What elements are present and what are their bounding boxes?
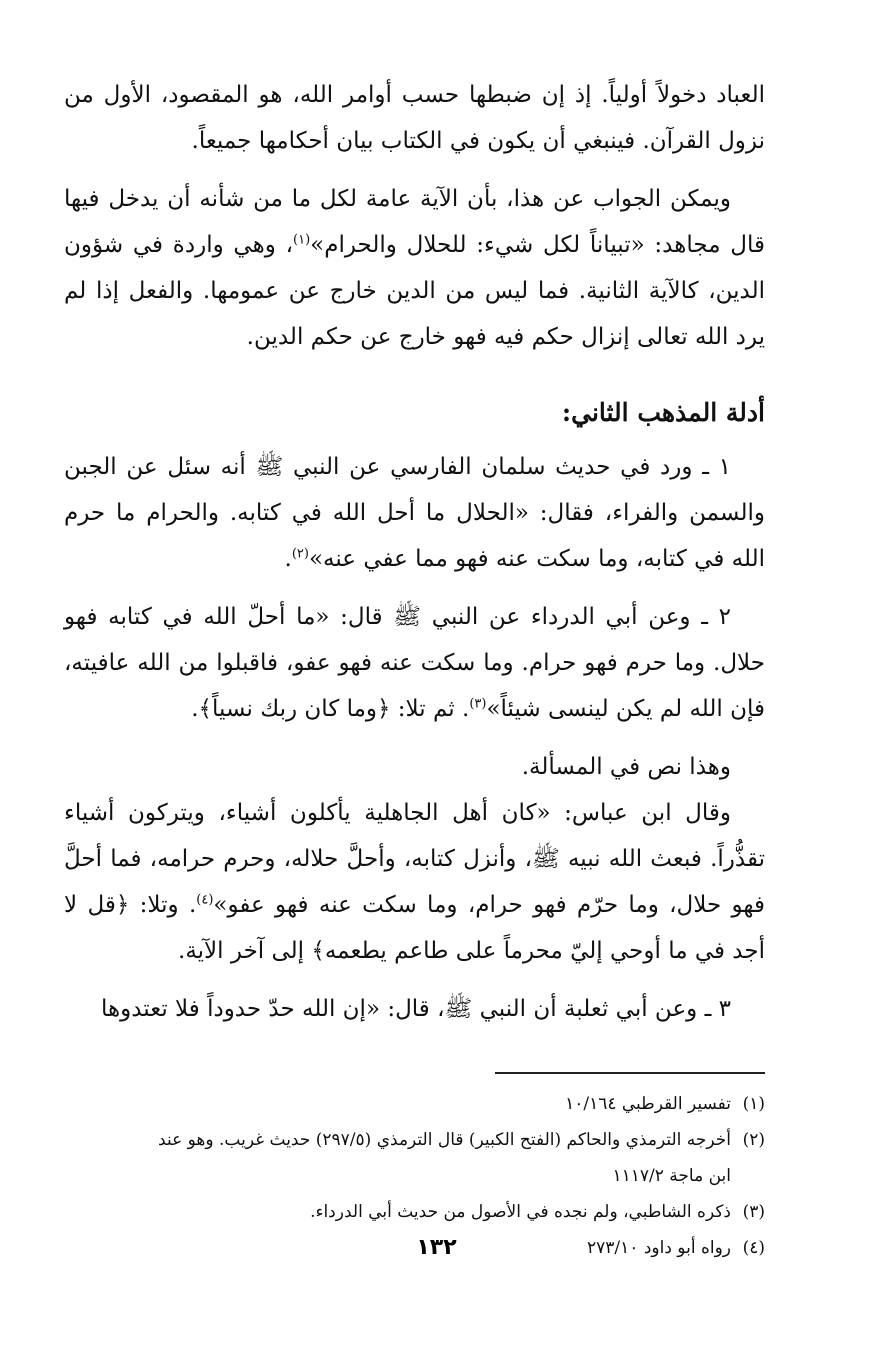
footnote-ref-1[interactable]: (١) xyxy=(293,232,311,248)
footnote-divider xyxy=(495,1072,765,1074)
page-number: ١٣٢ xyxy=(416,1235,457,1260)
evidence-1-text-b: . xyxy=(284,546,292,572)
paragraph-text-claim-text: وهذا نص في المسألة. xyxy=(521,754,731,780)
paragraph-intro-text: العباد دخولاً أولياً. إذ إن ضبطها حسب أوامر الله، هو المقصود، الأول من نزول القرآن. فينبغي أن يكون في الكتاب بيان أحكامها جميعاً. xyxy=(64,82,765,154)
footnote-ref-2[interactable]: (٢) xyxy=(291,546,309,562)
footnote-1-text: تفسير القرطبي ١٠/١٦٤ xyxy=(565,1094,731,1114)
section-heading: أدلة المذهب الثاني: xyxy=(561,398,765,427)
footnote-ref-3[interactable]: (٣) xyxy=(469,696,487,712)
footnote-4-text: رواه أبو داود ٢٧٣/١٠ xyxy=(587,1238,731,1258)
paragraph-answer-text-b: ، وهي واردة في شؤون الدين، كالآية الثانية. فما ليس من الدين خارج عن عمومها. والفعل إذا لم يرد الله تعالى إنزال حكم فيه فهو خارج عن حكم الدين. xyxy=(64,232,765,350)
paragraph-text-claim xyxy=(64,744,765,790)
paragraph-ibn-abbas-text-b: . وتلا: ﴿قل لا أجد في ما أوحي إليّ محرماً على طاعم يطعمه﴾ إلى آخر الآية. xyxy=(64,892,765,964)
paragraph-answer xyxy=(64,176,765,360)
footnote-1 xyxy=(64,1086,765,1122)
footnote-4-number: (٤) xyxy=(742,1238,765,1258)
evidence-2 xyxy=(64,594,765,732)
footnote-3 xyxy=(64,1194,765,1230)
evidence-1 xyxy=(64,444,765,582)
footnote-2-number: (٢) xyxy=(742,1130,765,1150)
paragraph-answer-text-a: ويمكن الجواب عن هذا، بأن الآية عامة لكل ما من شأنه أن يدخل فيها قال مجاهد: «تبياناً لكل شيء: للحلال والحرام» xyxy=(64,186,765,258)
evidence-3-text: ٣ ـ وعن أبي ثعلبة أن النبي ﷺ، قال: «إن الله حدّ حدوداً فلا تعتدوها xyxy=(100,996,731,1022)
footnote-2-text: أخرجه الترمذي والحاكم (الفتح الكبير) قال الترمذي (٢٩٧/٥) حديث غريب. وهو عند xyxy=(158,1130,731,1150)
paragraph-intro xyxy=(64,72,765,164)
footnote-3-text: ذكره الشاطبي، ولم نجده في الأصول من حديث أبي الدرداء. xyxy=(310,1202,731,1222)
evidence-1-text-a: ١ ـ ورد في حديث سلمان الفارسي عن النبي ﷺ أنه سئل عن الجبن والسمن والفراء، فقال: «الحلال ما أحل الله في كتابه. والحرام ما حرم الله في كتابه، وما سكت عنه فهو مما عفي عنه» xyxy=(64,454,765,572)
evidence-2-text-b: . ثم تلا: ﴿وما كان ربك نسياً﴾. xyxy=(191,696,470,722)
footnote-ref-4[interactable]: (٤) xyxy=(196,892,214,908)
footnote-3-number: (٣) xyxy=(742,1202,765,1222)
evidence-2-text-a: ٢ ـ وعن أبي الدرداء عن النبي ﷺ قال: «ما أحلّ الله في كتابه فهو حلال. وما حرم فهو حرام. وما سكت عنه فهو عفو، فاقبلوا من الله عافيته، فإن الله لم يكن لينسى شيئاً» xyxy=(64,604,765,722)
footnote-2 xyxy=(64,1122,765,1158)
footnote-1-number: (١) xyxy=(742,1094,765,1114)
footnote-2-continuation xyxy=(64,1158,765,1194)
footnote-2-continuation-text: ابن ماجة ١١١٧/٢ xyxy=(612,1166,731,1186)
evidence-3 xyxy=(64,986,765,1032)
paragraph-ibn-abbas xyxy=(64,790,765,974)
paragraph-ibn-abbas-text-a: وقال ابن عباس: «كان أهل الجاهلية يأكلون أشياء، ويتركون أشياء تقذُّراً. فبعث الله نبيه ﷺ، وأنزل كتابه، وأحلَّ حلاله، وحرم حرامه، فما أحلَّ فهو حلال، وما حرّم فهو حرام، وما سكت عنه فهو عفو» xyxy=(64,800,766,918)
